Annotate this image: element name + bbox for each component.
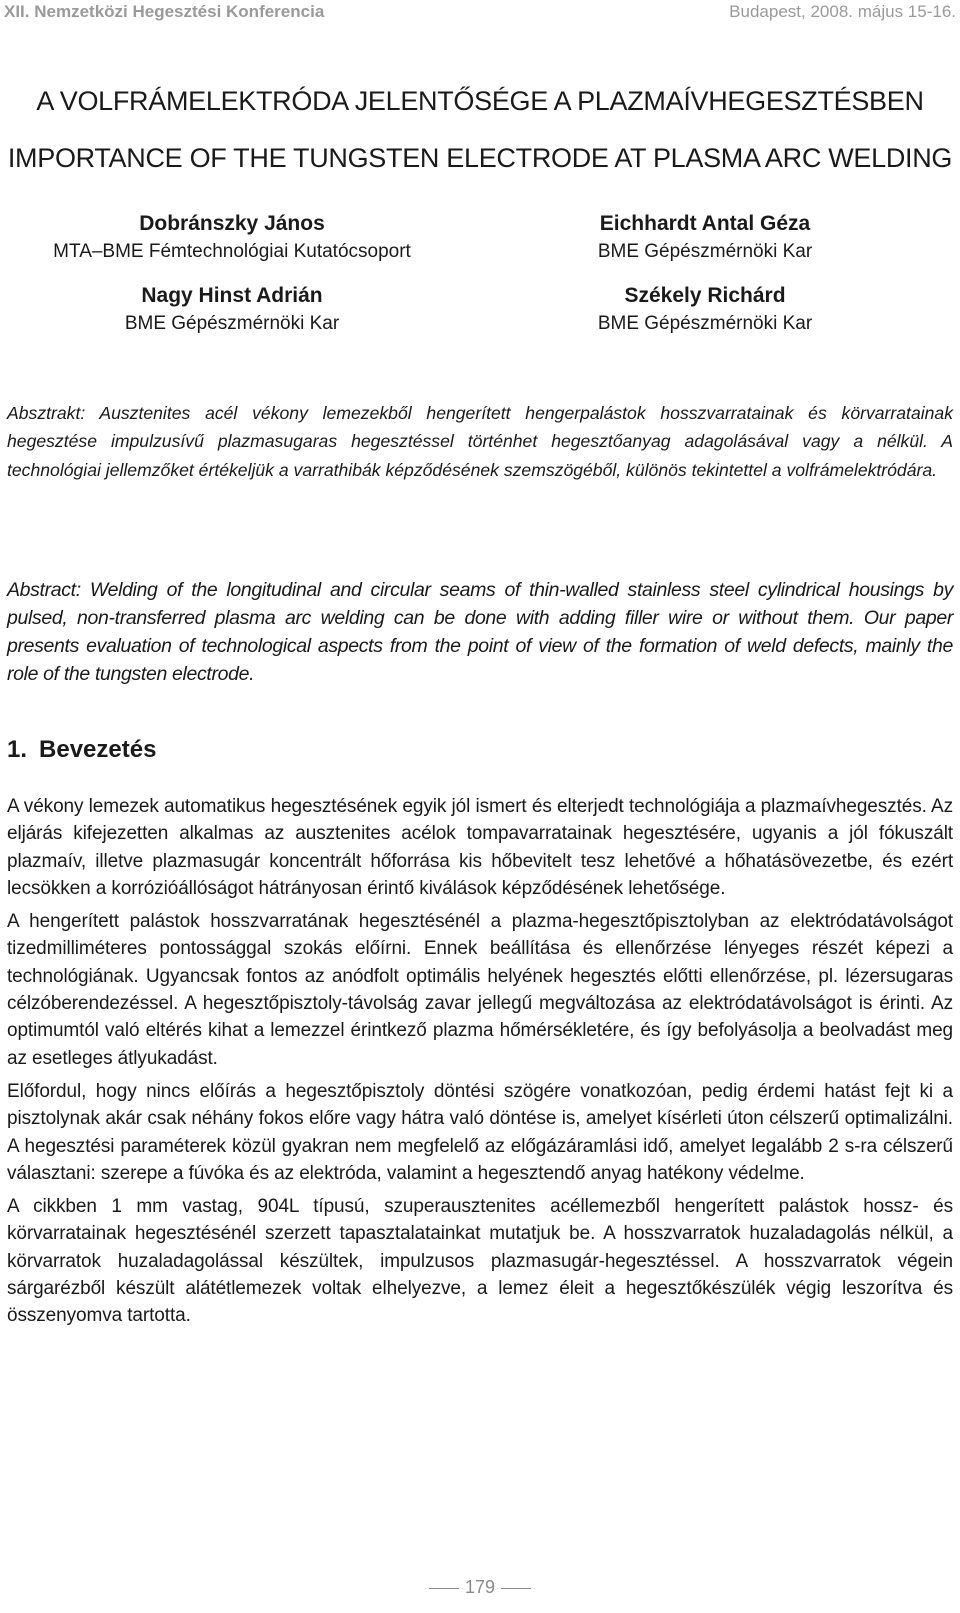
- section-number: 1.: [7, 736, 28, 763]
- title-english: IMPORTANCE OF THE TUNGSTEN ELECTRODE AT PLASMA ARC WELDING: [7, 143, 953, 173]
- author-block: [485, 210, 925, 265]
- paragraph: Előfordul, hogy nincs előírás a hegesztőpisztoly döntési szögére vonatkozóan, pedig érdemi hatást fejt ki a pisztolynak akár csak néhány fokos előre vagy hátra való döntése is, amelyet kísérleti úton célszerű optimalizálni. A hegesztési paraméterek közül gyakran nem megfelelő az előgázáramlási idő, amelyet legalább 2 s-ra célszerű választani: szerepe a fúvóka és az elektróda, valamint a hegesztendő anyag hatékony védelme.: [7, 1080, 953, 1184]
- footer-dash-right: [501, 1588, 531, 1589]
- running-header: [4, 0, 956, 25]
- paragraph: A hengerített palástok hosszvarratának hegesztésénél a plazma-hegesztőpisztolyban az elektródatávolságot tizedmilliméteres pontossággal szokás előírni. Ennek beállítása és ellenőrzése lényeges részét képezi a technológiának. Ugyancsak fontos az anódfolt optimális helyének hegesztés előtti ellenőrzése, pl. lézersugaras célzóberendezéssel. A hegesztőpisztoly-távolság zavar jellegű megváltozása az elektródatávolságot is érinti. Az optimumtól való eltérés kihat a lemezzel érintkező plazma hőmérsékletére, és így befolyásolja a beolvadást meg az esetleges átlyukadást.: [7, 911, 953, 1069]
- paragraph: A vékony lemezek automatikus hegesztésének egyik jól ismert és elterjedt technológiája a plazmaívhegesztés. Az eljárás kifejezetten alkalmas az ausztenites acélok tompavarratainak hegesztésére, ugyanis a jól fókuszált plazmaív, illetve plazmasugár koncentrált hőforrása kis hőbevitelt tesz lehetővé a hőhatásövezetbe, és ezért lecsökken a korrózióállóságot hátrányosan érintő kiválások képződésének lehetősége.: [7, 796, 953, 899]
- abstract-english: Abstract: Welding of the longitudinal and circular seams of thin-walled stainless steel cylindrical housings by pulsed, non-transferred plasma arc welding can be done with adding filler wire or without them. Our paper presents evaluation of technological aspects from the point of view of the formation of weld defects, mainly the role of the tungsten electrode.: [7, 579, 953, 685]
- section-title: Bevezetés: [39, 736, 157, 763]
- author-affiliation: BME Gépészmérnöki Kar: [597, 241, 813, 262]
- page-number: 179: [464, 1577, 496, 1597]
- author-affiliation: BME Gépészmérnöki Kar: [597, 313, 813, 334]
- author-affiliation: MTA–BME Fémtechnológiai Kutatócsoport: [53, 241, 411, 262]
- title-hungarian: A VOLFRÁMELEKTRÓDA JELENTŐSÉGE A PLAZMAÍVHEGESZTÉSBEN: [36, 86, 924, 116]
- author-block: [12, 210, 452, 265]
- section-heading: [7, 736, 156, 764]
- author-name: Székely Richárd: [624, 284, 786, 307]
- author-block: [485, 282, 925, 337]
- abstract-hungarian: Absztrakt: Ausztenites acél vékony lemezekből hengerített hengerpalástok hosszvarratainak és körvarratainak hegesztése impulzusívű plazmasugaras hegesztéssel történhet hegesztőanyag adagolásával vagy a nélkül. A technológiai jellemzőket értékeljük a varrathibák képződésének szemszögéből, különös tekintettel a volfrámelektródára.: [7, 403, 953, 480]
- page-footer: [0, 1577, 960, 1598]
- author-name: Eichhardt Antal Géza: [599, 212, 811, 235]
- author-name: Nagy Hinst Adrián: [141, 284, 323, 307]
- author-name: Dobránszky János: [139, 212, 325, 235]
- paragraph: A cikkben 1 mm vastag, 904L típusú, szuperausztenites acéllemezből hengerített palástok hossz- és körvarratainak hegesztésénél szerzett tapasztalatainkat mutatjuk be. A hosszvarratok huzaladagolás nélkül, a körvarratok huzaladagolással készültek, impulzusos plazmasugár-hegesztéssel. A hosszvarratok végein sárgarézből készült alátétlemezek voltak elhelyezve, a lemez éleit a hegesztőkészülék végig leszorítva és összenyomva tartotta.: [7, 1196, 953, 1327]
- author-affiliation: BME Gépészmérnöki Kar: [124, 313, 340, 334]
- conference-name: XII. Nemzetközi Hegesztési Konferencia: [4, 2, 325, 21]
- author-block: [12, 282, 452, 337]
- conference-date: Budapest, 2008. május 15-16.: [729, 2, 956, 21]
- footer-dash-left: [429, 1588, 459, 1589]
- body-text: [7, 793, 953, 1336]
